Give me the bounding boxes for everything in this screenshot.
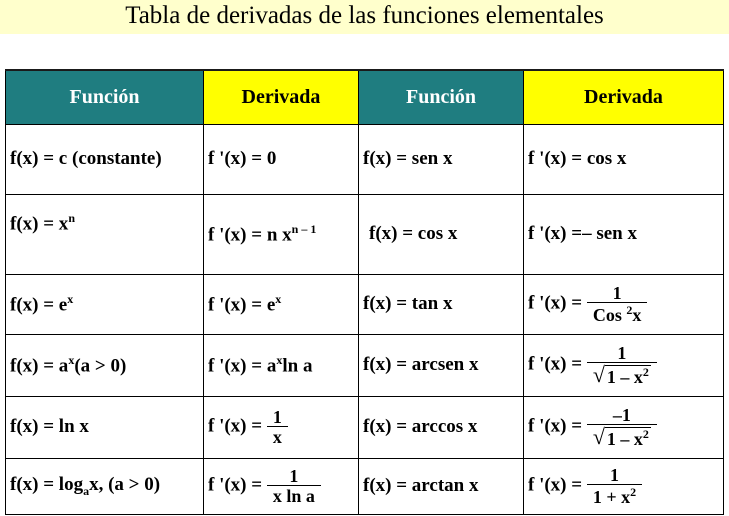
denominator: x: [267, 426, 288, 446]
radicand-text: 1 – x: [606, 429, 643, 449]
denominator: [587, 302, 648, 324]
function-cell: [6, 194, 204, 274]
function-text: f(x) = x: [10, 212, 69, 234]
radical-sign: √: [592, 362, 605, 387]
denominator-text: Cos: [592, 305, 622, 325]
function-text: f(x) = arcsen x: [363, 354, 479, 375]
function-cell: [359, 274, 524, 334]
function-text: f(x) = ln x: [10, 416, 89, 437]
function-text: f(x) = cos x: [369, 223, 458, 244]
derivative-text: f '(x) =: [528, 353, 583, 375]
square-root: [593, 364, 651, 386]
function-cell: [359, 396, 524, 458]
function-text: f(x) = arccos x: [363, 416, 478, 437]
exponent: x: [276, 352, 283, 367]
derivative-text: f '(x) =: [528, 292, 583, 314]
function-text: f(x) = arctan x: [363, 475, 479, 496]
derivative-text: f '(x) = 0: [208, 148, 277, 169]
table-row: [6, 396, 724, 458]
denominator: [587, 484, 642, 506]
function-cell: [6, 274, 204, 334]
derivative-cell: [204, 458, 359, 514]
function-cell: [359, 458, 524, 514]
fraction: [267, 408, 288, 446]
header-derivada-2: Derivada: [524, 70, 724, 124]
exponent: 2: [642, 365, 649, 379]
exponent: x: [67, 291, 74, 306]
denominator-var: x: [632, 305, 642, 325]
table-row: [6, 274, 724, 334]
radicand-text: 1 – x: [606, 367, 643, 387]
function-cell: [359, 124, 524, 194]
derivative-text: f '(x) = n x: [208, 224, 292, 246]
denominator: x ln a: [267, 485, 321, 505]
table-row: [6, 124, 724, 194]
numerator: 1: [289, 466, 299, 486]
derivative-cell: [524, 396, 724, 458]
subscript: a: [83, 483, 90, 498]
function-text: f(x) = c (constante): [10, 148, 162, 169]
table-row: [6, 194, 724, 274]
derivative-cell: [204, 396, 359, 458]
numerator: 1: [617, 343, 627, 363]
exponent: 2: [626, 303, 633, 317]
exponent: x: [68, 352, 75, 367]
radicand: [605, 427, 651, 448]
denominator-text: 1 + x: [592, 487, 631, 507]
exponent: n: [68, 210, 75, 225]
exponent: 2: [642, 427, 649, 441]
derivative-cell: [204, 274, 359, 334]
numerator: 1: [609, 465, 619, 485]
function-cell: [6, 124, 204, 194]
radicand: [605, 365, 651, 386]
derivative-text: f '(x) = a: [208, 355, 277, 377]
derivative-log: ln a: [282, 355, 313, 377]
fraction: [587, 344, 657, 386]
denominator: [587, 424, 657, 448]
fraction: [587, 284, 648, 324]
derivative-cell: [524, 194, 724, 274]
derivative-text: f '(x) = cos x: [528, 148, 627, 169]
derivative-cell: [524, 458, 724, 514]
derivative-cell: [204, 194, 359, 274]
derivative-text: f '(x) = e: [208, 294, 276, 316]
function-condition: (a > 0): [74, 355, 127, 377]
denominator: [587, 362, 657, 386]
derivative-text: f '(x) =– sen x: [528, 223, 637, 244]
table-row: [6, 334, 724, 396]
function-text: f(x) = sen x: [363, 148, 453, 169]
derivative-text: f '(x) =: [208, 415, 263, 437]
radical-sign: √: [592, 424, 605, 449]
function-text: f(x) = tan x: [363, 293, 453, 314]
numerator: –1: [612, 405, 631, 425]
derivative-cell: [524, 274, 724, 334]
exponent: n – 1: [291, 221, 317, 236]
derivative-cell: [524, 334, 724, 396]
function-cell: [359, 194, 524, 274]
derivative-cell: [524, 124, 724, 194]
function-cell: [6, 334, 204, 396]
header-derivada-1: Derivada: [204, 70, 359, 124]
numerator: 1: [272, 407, 282, 427]
function-cell: [6, 458, 204, 514]
derivatives-table: [5, 69, 724, 515]
table-row: [6, 458, 724, 514]
function-text: f(x) = a: [10, 355, 69, 377]
page-title: Tabla de derivadas de las funciones elementales: [125, 2, 604, 29]
derivative-text: f '(x) =: [528, 474, 583, 496]
function-condition: x, (a > 0): [89, 473, 161, 495]
derivative-text: f '(x) =: [208, 474, 263, 496]
numerator: 1: [612, 283, 622, 303]
exponent: x: [275, 291, 282, 306]
fraction: [267, 467, 321, 505]
derivative-cell: [204, 334, 359, 396]
function-text: f(x) = log: [10, 473, 84, 495]
fraction: [587, 406, 657, 448]
title-banner: [0, 0, 729, 34]
header-funcion-2: Función: [359, 70, 524, 124]
function-text: f(x) = e: [10, 294, 68, 316]
square-root: [593, 426, 651, 448]
fraction: [587, 466, 642, 506]
exponent: 2: [630, 485, 637, 499]
table-header-row: [6, 70, 724, 124]
function-cell: [6, 396, 204, 458]
derivative-cell: [204, 124, 359, 194]
derivative-text: f '(x) =: [528, 415, 583, 437]
function-cell: [359, 334, 524, 396]
header-funcion-1: Función: [6, 70, 204, 124]
